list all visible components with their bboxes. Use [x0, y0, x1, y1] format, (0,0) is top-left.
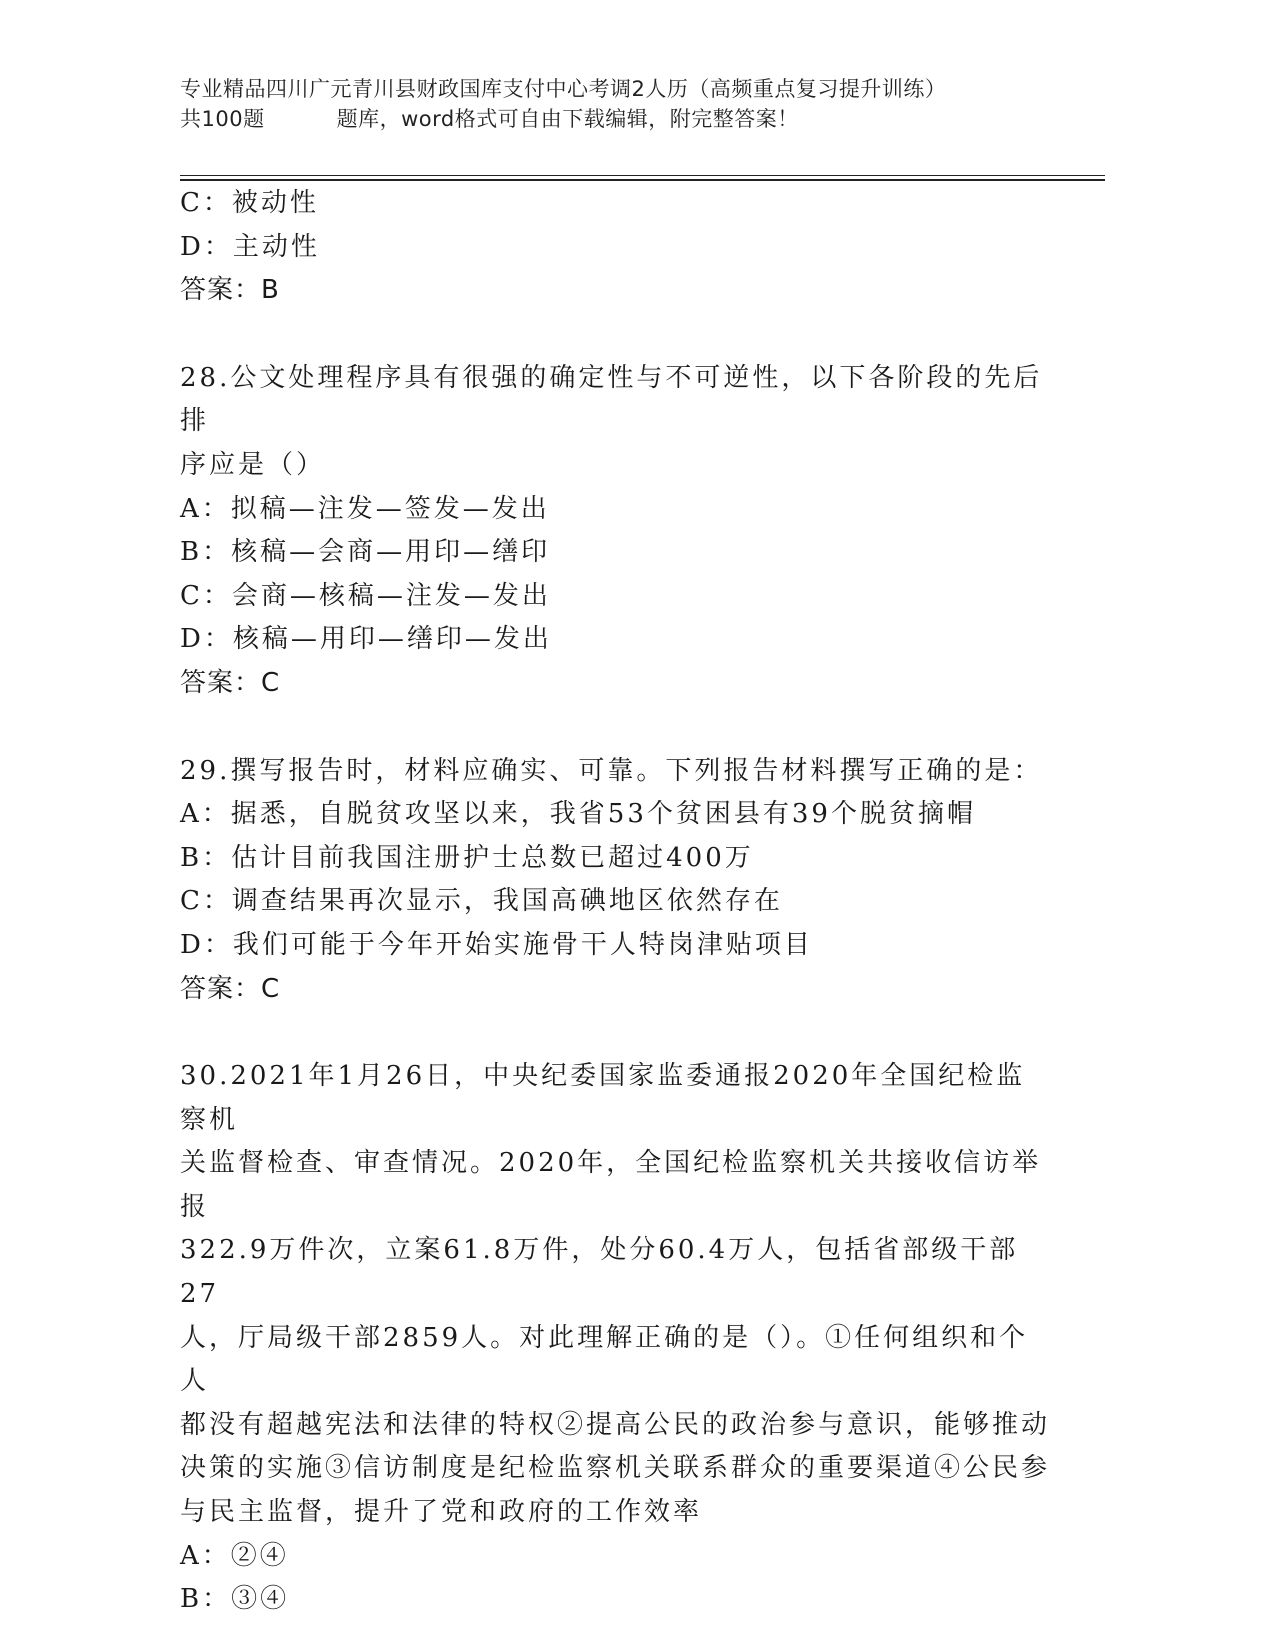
option-a: [180, 793, 1050, 837]
option-text: 据悉，自脱贫攻坚以来，我省53个贫困县有39个脱贫摘帽: [230, 799, 976, 830]
option-a: [180, 488, 1050, 532]
header-title-line: 专业精品四川广元青川县财政国库支付中心考调2人历（高频重点复习提升训练）: [180, 77, 947, 101]
question-content: [180, 182, 1050, 1622]
page-header: [180, 74, 1060, 134]
question-stem-line: 都没有超越宪法和法律的特权②提高公民的政治参与意识，能够推动: [180, 1409, 1051, 1440]
question-stem-line: 29.撰写报告时，材料应确实、可靠。下列报告材料撰写正确的是：: [180, 755, 1043, 786]
option-c: [180, 182, 1050, 226]
option-d: [180, 226, 1050, 270]
option-label: A：: [180, 1540, 231, 1571]
option-label: C：: [180, 886, 232, 917]
option-text: 我们可能于今年开始实施骨干人特岗津贴项目: [232, 929, 813, 960]
header-divider-thin: [180, 175, 1105, 176]
option-label: B：: [180, 1584, 232, 1615]
answer-line: [180, 662, 1050, 706]
header-subtitle-line: [180, 104, 1060, 134]
option-label: D：: [180, 231, 233, 262]
question-stem-line: 序应是（）: [180, 449, 326, 480]
answer-value: C: [261, 973, 281, 1004]
option-text: 估计目前我国注册护士总数已超过400万: [231, 842, 754, 873]
prev-question: [180, 182, 1050, 313]
option-text: 核稿—用印—缮印—发出: [232, 624, 552, 655]
answer-line: [180, 269, 1050, 313]
header-divider-thick: [180, 179, 1105, 181]
option-text: 主动性: [232, 231, 320, 262]
option-label: C：: [180, 188, 232, 218]
option-label: A：: [180, 799, 231, 830]
question-stem-line: 关监督检查、审查情况。2020年，全国纪检监察机关共接收信访举报: [180, 1148, 1042, 1222]
option-label: B：: [180, 842, 232, 873]
option-label: D：: [180, 624, 233, 655]
option-a: [180, 1535, 1050, 1579]
option-text: 调查结果再次显示，我国高碘地区依然存在: [231, 886, 783, 917]
option-c: [180, 880, 1050, 924]
question-stem-line: 决策的实施③信访制度是纪检监察机关联系群众的重要渠道④公民参: [180, 1453, 1051, 1484]
option-label: A：: [180, 493, 231, 524]
question-stem-line: 与民主监督，提升了党和政府的工作效率: [180, 1497, 703, 1528]
option-label: C：: [180, 580, 232, 611]
option-label: B：: [180, 537, 232, 568]
question-28: [180, 357, 1050, 706]
option-d: [180, 618, 1050, 662]
option-d: [180, 924, 1050, 968]
question-stem-line: 322.9万件次，立案61.8万件，处分60.4万人，包括省部级干部27: [180, 1235, 1019, 1310]
option-text: 拟稿—注发—签发—发出: [230, 493, 550, 524]
header-question-count: 共100题: [180, 107, 265, 131]
answer-label: 答案：: [180, 973, 262, 1004]
answer-label: 答案：: [180, 667, 262, 698]
option-text: 核稿—会商—用印—缮印: [231, 537, 551, 568]
answer-label: 答案：: [180, 275, 262, 306]
option-text: 会商—核稿—注发—发出: [231, 580, 551, 611]
option-text: ②④: [230, 1540, 289, 1571]
answer-value: C: [261, 667, 281, 698]
option-text: 被动性: [231, 188, 319, 218]
question-29: [180, 750, 1050, 1012]
option-label: D：: [180, 929, 233, 960]
option-b: [180, 1578, 1050, 1622]
answer-value: B: [261, 275, 280, 306]
option-c: [180, 575, 1050, 619]
question-stem-line: 人，厅局级干部2859人。对此理解正确的是（）。①任何组织和个人: [180, 1322, 1029, 1397]
header-format-note: 题库，word格式可自由下载编辑，附完整答案！: [336, 107, 799, 131]
option-b: [180, 531, 1050, 575]
question-30: [180, 1055, 1050, 1622]
option-b: [180, 837, 1050, 881]
option-text: ③④: [231, 1584, 290, 1615]
question-stem-line: 28.公文处理程序具有很强的确定性与不可逆性，以下各阶段的先后排: [180, 362, 1043, 437]
answer-line: [180, 968, 1050, 1012]
question-stem-line: 30.2021年1月26日，中央纪委国家监委通报2020年全国纪检监察机: [180, 1061, 1026, 1135]
